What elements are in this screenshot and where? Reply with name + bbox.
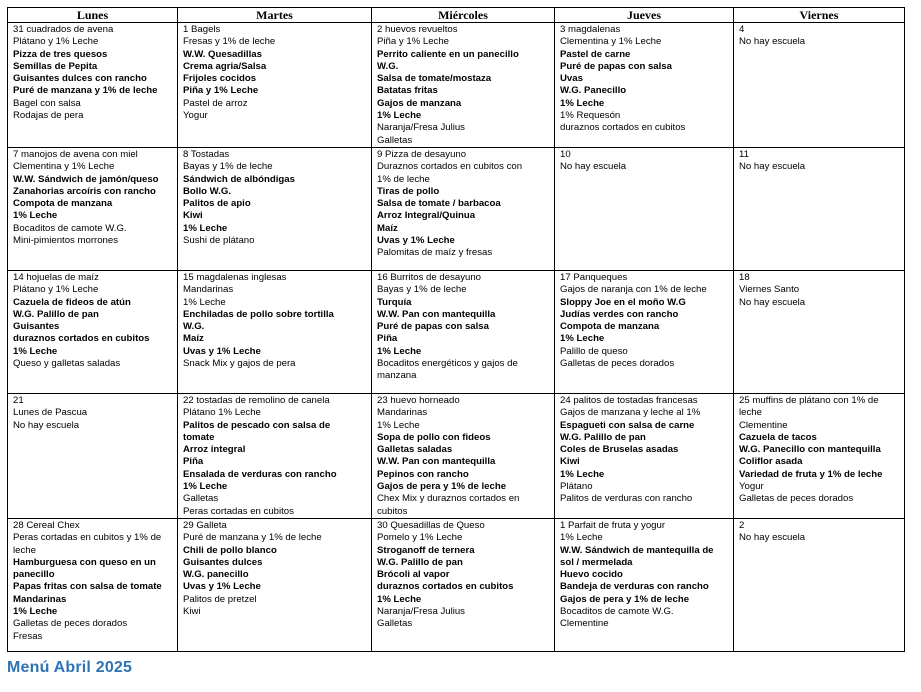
menu-item: Palillo de queso: [560, 345, 628, 357]
menu-item: Sushi de plátano: [183, 235, 255, 247]
menu-item: Viernes Santo: [739, 284, 800, 296]
menu-item: manzana: [377, 370, 417, 382]
menu-item: Piña y 1% Leche: [377, 36, 449, 48]
menu-item: W.W. Sándwich de jamón/queso: [13, 173, 159, 185]
menu-item: Papas fritas con salsa de tomate: [13, 581, 162, 593]
menu-item: 1% Leche: [377, 345, 422, 357]
menu-item: Salsa de tomate / barbacoa: [377, 198, 501, 210]
menu-item: Huevo cocido: [560, 569, 623, 581]
menu-item: No hay escuela: [739, 532, 806, 544]
menu-item: Cazuela de tacos: [739, 431, 817, 443]
date-entry: 11: [739, 148, 749, 160]
menu-item: Pastel de carne: [560, 48, 631, 60]
menu-item: Palitos de apio: [183, 198, 251, 210]
menu-item: W.G.: [377, 60, 399, 72]
menu-item: Semillas de Pepita: [13, 60, 98, 72]
menu-item: Clementine: [560, 618, 609, 630]
menu-item: leche: [739, 407, 762, 419]
menu-item: Zanahorias arcoíris con rancho: [13, 185, 156, 197]
menu-item: Bayas y 1% de leche: [377, 284, 467, 296]
menu-item: Naranja/Fresa Julius: [377, 606, 465, 618]
date-entry: 16 Burritos de desayuno: [377, 271, 481, 283]
day-header-monday: Lunes: [8, 8, 178, 23]
menu-item: Peras cortadas en cubitos y 1% de: [13, 532, 162, 544]
menu-item: W.W. Pan con mantequilla: [377, 308, 496, 320]
date-entry: 8 Tostadas: [183, 148, 230, 160]
menu-item: 1% Leche: [377, 593, 422, 605]
menu-title: Menú Abril 2025: [7, 659, 133, 676]
day-header-friday: Viernes: [734, 8, 905, 23]
menu-item: W.G.: [183, 321, 205, 333]
menu-item: Uvas y 1% Leche: [377, 235, 455, 247]
day-cell-wednesday: [372, 393, 555, 518]
menu-item: Piña: [377, 333, 398, 345]
menu-item: W.G. Palillo de pan: [377, 556, 463, 568]
menu-item: Palitos de pescado con salsa de: [183, 419, 331, 431]
menu-item: Plátano y 1% Leche: [13, 36, 99, 48]
menu-item: Arroz integral: [183, 444, 246, 456]
menu-item: Sándwich de albóndigas: [183, 173, 295, 185]
menu-item: No hay escuela: [739, 161, 806, 173]
menu-item: 1% Leche: [183, 222, 228, 234]
menu-item: Kiwi: [560, 456, 580, 468]
menu-item: Pizza de tres quesos: [13, 48, 108, 60]
menu-item: Palitos de pretzel: [183, 593, 257, 605]
menu-item: Gajos de naranja con 1% de leche: [560, 284, 707, 296]
menu-item: Duraznos cortados en cubitos con: [377, 161, 523, 173]
menu-item: Hamburguesa con queso en un: [13, 556, 156, 568]
menu-item: Bocaditos energéticos y gajos de: [377, 358, 518, 370]
day-cell-wednesday: [372, 147, 555, 270]
menu-item: 1% Leche: [183, 481, 228, 493]
menu-item: Batatas fritas: [377, 85, 438, 97]
menu-item: Puré de papas con salsa: [560, 60, 672, 72]
menu-item: Naranja/Fresa Julius: [377, 122, 465, 134]
menu-item: Yogur: [183, 110, 208, 122]
date-entry: 14 hojuelas de maíz: [13, 271, 99, 283]
date-entry: 28 Cereal Chex: [13, 519, 80, 531]
menu-item: Puré de papas con salsa: [377, 321, 489, 333]
menu-item: Lunes de Pascua: [13, 407, 88, 419]
menu-item: Turquía: [377, 296, 412, 308]
menu-item: Salsa de tomate/mostaza: [377, 73, 492, 85]
menu-item: Frijoles cocidos: [183, 73, 257, 85]
menu-item: Galletas de peces dorados: [560, 358, 675, 370]
day-cell-wednesday: [372, 518, 555, 651]
menu-item: Guisantes: [13, 321, 60, 333]
menu-item: Bocaditos de camote W.G.: [13, 222, 127, 234]
date-entry: 10: [560, 148, 571, 160]
day-header-tuesday: Martes: [178, 8, 372, 23]
date-entry: 7 manojos de avena con miel: [13, 148, 138, 160]
date-entry: 3 magdalenas: [560, 24, 621, 35]
menu-item: Gajos de pera y 1% de leche: [560, 593, 690, 605]
menu-item: Chex Mix y duraznos cortados en: [377, 493, 520, 505]
date-entry: 1 Bagels: [183, 24, 221, 35]
menu-item: Galletas: [183, 493, 219, 505]
menu-item: Galletas de peces dorados: [739, 493, 854, 505]
menu-item: Bayas y 1% de leche: [183, 161, 273, 173]
menu-item: Bollo W.G.: [183, 185, 231, 197]
menu-item: Pepinos con rancho: [377, 468, 469, 480]
day-cell-monday: [8, 270, 178, 393]
menu-item: Piña y 1% Leche: [183, 85, 259, 97]
menu-item: Espagueti con salsa de carne: [560, 419, 695, 431]
menu-item: Fresas y 1% de leche: [183, 36, 276, 48]
menu-item: Clementine: [739, 419, 788, 431]
menu-item: Bocaditos de camote W.G.: [560, 606, 674, 618]
menu-item: Sloppy Joe en el moño W.G: [560, 296, 686, 308]
menu-item: Perrito caliente en un panecillo: [377, 48, 519, 60]
menu-item: Crema agria/Salsa: [183, 60, 267, 72]
menu-item: W.G. Palillo de pan: [13, 308, 99, 320]
menu-item: Bagel con salsa: [13, 97, 81, 109]
menu-item: Fresas: [13, 630, 43, 642]
menu-item: Tiras de pollo: [377, 185, 440, 197]
day-cell-wednesday: [372, 23, 555, 148]
menu-item: Arroz Integral/Quinua: [377, 210, 476, 222]
menu-item: Gajos de manzana: [377, 97, 462, 109]
menu-item: panecillo: [13, 569, 55, 581]
menu-item: 1% Leche: [560, 532, 603, 544]
menu-item: Stroganoff de ternera: [377, 544, 475, 556]
menu-item: Cazuela de fideos de atún: [13, 296, 131, 308]
menu-table: [7, 7, 905, 652]
date-entry: 4: [739, 24, 745, 35]
menu-item: Plátano: [560, 481, 593, 493]
menu-item: W.W. Pan con mantequilla: [377, 456, 496, 468]
menu-item: No hay escuela: [739, 36, 806, 48]
menu-item: 1% Leche: [13, 345, 58, 357]
menu-item: Guisantes dulces: [183, 556, 263, 568]
menu-item: Mini-pimientos morrones: [13, 235, 119, 247]
day-cell-monday: [8, 147, 178, 270]
menu-item: Maíz: [377, 222, 398, 234]
menu-item: sol / mermelada: [560, 556, 633, 568]
day-cell-wednesday: [372, 270, 555, 393]
menu-item: Uvas y 1% Leche: [183, 345, 261, 357]
menu-item: Piña: [183, 456, 204, 468]
menu-item: Peras cortadas en cubitos: [183, 505, 294, 517]
menu-item: Palomitas de maíz y fresas: [377, 247, 493, 259]
menu-item: Kiwi: [183, 210, 203, 222]
menu-item: Chili de pollo blanco: [183, 544, 277, 556]
menu-item: duraznos cortados en cubitos: [377, 581, 514, 593]
date-entry: 30 Quesadillas de Queso: [377, 519, 485, 531]
date-entry: 25 muffins de plátano con 1% de: [739, 394, 879, 406]
menu-item: Snack Mix y gajos de pera: [183, 358, 296, 370]
day-cell-friday: [734, 393, 905, 518]
menu-item: Galletas de peces dorados: [13, 618, 128, 630]
day-header-wednesday: Miércoles: [372, 8, 555, 23]
menu-item: 1% Leche: [183, 296, 226, 308]
menu-item: Mandarinas: [183, 284, 234, 296]
menu-item: 1% Requesón: [560, 110, 621, 122]
menu-item: Coliflor asada: [739, 456, 803, 468]
day-cell-thursday: [555, 393, 734, 518]
day-cell-friday: [734, 147, 905, 270]
date-entry: 9 Pizza de desayuno: [377, 148, 467, 160]
day-cell-thursday: [555, 147, 734, 270]
menu-body: [8, 23, 905, 652]
menu-item: Uvas y 1% Leche: [183, 581, 261, 593]
menu-item: Palitos de verduras con rancho: [560, 493, 693, 505]
day-cell-tuesday: [178, 270, 372, 393]
menu-item: Queso y galletas saladas: [13, 358, 121, 370]
menu-item: Judías verdes con rancho: [560, 308, 679, 320]
menu-item: Compota de manzana: [13, 198, 113, 210]
day-cell-tuesday: [178, 518, 372, 651]
day-cell-friday: [734, 270, 905, 393]
menu-item: W.G. panecillo: [183, 569, 249, 581]
day-header-row: [8, 8, 905, 23]
week-row: [8, 147, 905, 270]
menu-item: Ensalada de verduras con rancho: [183, 468, 337, 480]
week-row: [8, 393, 905, 518]
menu-item: No hay escuela: [13, 419, 80, 431]
menu-item: Maíz: [183, 333, 204, 345]
date-entry: 18: [739, 271, 750, 283]
menu-item: Sopa de pollo con fideos: [377, 431, 491, 443]
day-cell-tuesday: [178, 23, 372, 148]
day-cell-friday: [734, 23, 905, 148]
menu-item: Clementina y 1% Leche: [13, 161, 115, 173]
menu-item: No hay escuela: [739, 296, 806, 308]
menu-item: No hay escuela: [560, 161, 627, 173]
week-row: [8, 518, 905, 651]
menu-item: Galletas: [377, 618, 413, 630]
menu-item: 1% Leche: [13, 210, 58, 222]
menu-item: Rodajas de pera: [13, 110, 84, 122]
date-entry: 2 huevos revueltos: [377, 24, 458, 35]
menu-item: Galletas saladas: [377, 444, 453, 456]
menu-item: Enchiladas de pollo sobre tortilla: [183, 308, 334, 320]
date-entry: 1 Parfait de fruta y yogur: [560, 519, 666, 531]
menu-item: leche: [13, 544, 36, 556]
menu-item: Plátano y 1% Leche: [13, 284, 99, 296]
date-entry: 15 magdalenas inglesas: [183, 271, 287, 283]
menu-item: 1% Leche: [560, 333, 605, 345]
menu-item: Puré de manzana y 1% de leche: [13, 85, 158, 97]
date-entry: 23 huevo horneado: [377, 394, 460, 406]
date-entry: 22 tostadas de remolino de canela: [183, 394, 330, 406]
menu-item: Coles de Bruselas asadas: [560, 444, 679, 456]
menu-item: cubitos: [377, 505, 408, 517]
menu-item: 1% Leche: [560, 97, 605, 109]
menu-item: W.W. Sándwich de mantequilla de: [560, 544, 714, 556]
menu-item: tomate: [183, 431, 215, 443]
menu-item: Pomelo y 1% Leche: [377, 532, 463, 544]
day-cell-thursday: [555, 518, 734, 651]
day-cell-monday: [8, 393, 178, 518]
day-cell-friday: [734, 518, 905, 651]
day-cell-tuesday: [178, 147, 372, 270]
date-entry: 31 cuadrados de avena: [13, 24, 114, 35]
menu-item: Bandeja de verduras con rancho: [560, 581, 709, 593]
date-entry: 24 palitos de tostadas francesas: [560, 394, 698, 406]
menu-item: duraznos cortados en cubitos: [13, 333, 150, 345]
menu-item: W.W. Quesadillas: [183, 48, 262, 60]
menu-item: Guisantes dulces con rancho: [13, 73, 147, 85]
menu-item: Clementina y 1% Leche: [560, 36, 662, 48]
menu-item: 1% Leche: [13, 606, 58, 618]
date-entry: 29 Galleta: [183, 519, 227, 531]
menu-item: 1% Leche: [377, 419, 420, 431]
menu-item: Uvas: [560, 73, 583, 85]
menu-item: Kiwi: [183, 606, 201, 618]
menu-item: Galletas: [377, 134, 413, 146]
day-cell-tuesday: [178, 393, 372, 518]
menu-item: 1% Leche: [560, 468, 605, 480]
menu-item: 1% de leche: [377, 173, 430, 185]
week-row: [8, 23, 905, 148]
menu-item: Gajos de manzana y leche al 1%: [560, 407, 701, 419]
menu-item: 1% Leche: [377, 110, 422, 122]
day-cell-monday: [8, 23, 178, 148]
day-cell-monday: [8, 518, 178, 651]
date-entry: 17 Panqueques: [560, 271, 628, 283]
day-header-thursday: Jueves: [555, 8, 734, 23]
date-entry: 21: [13, 394, 24, 406]
menu-item: Variedad de fruta y 1% de leche: [739, 468, 883, 480]
day-cell-thursday: [555, 270, 734, 393]
menu-item: W.G. Panecillo: [560, 85, 627, 97]
week-row: [8, 270, 905, 393]
menu-item: W.G. Palillo de pan: [560, 431, 646, 443]
menu-item: Brócoli al vapor: [377, 569, 450, 581]
menu-item: Puré de manzana y 1% de leche: [183, 532, 322, 544]
menu-item: Yogur: [739, 481, 764, 493]
menu-item: Mandarinas: [377, 407, 428, 419]
date-entry: 2: [739, 519, 745, 531]
menu-item: Compota de manzana: [560, 321, 660, 333]
menu-item: Mandarinas: [13, 593, 67, 605]
menu-item: Gajos de pera y 1% de leche: [377, 481, 507, 493]
menu-item: duraznos cortados en cubitos: [560, 122, 686, 134]
menu-item: W.G. Panecillo con mantequilla: [739, 444, 881, 456]
menu-item: Pastel de arroz: [183, 97, 248, 109]
menu-item: Plátano 1% Leche: [183, 407, 261, 419]
day-cell-thursday: [555, 23, 734, 148]
